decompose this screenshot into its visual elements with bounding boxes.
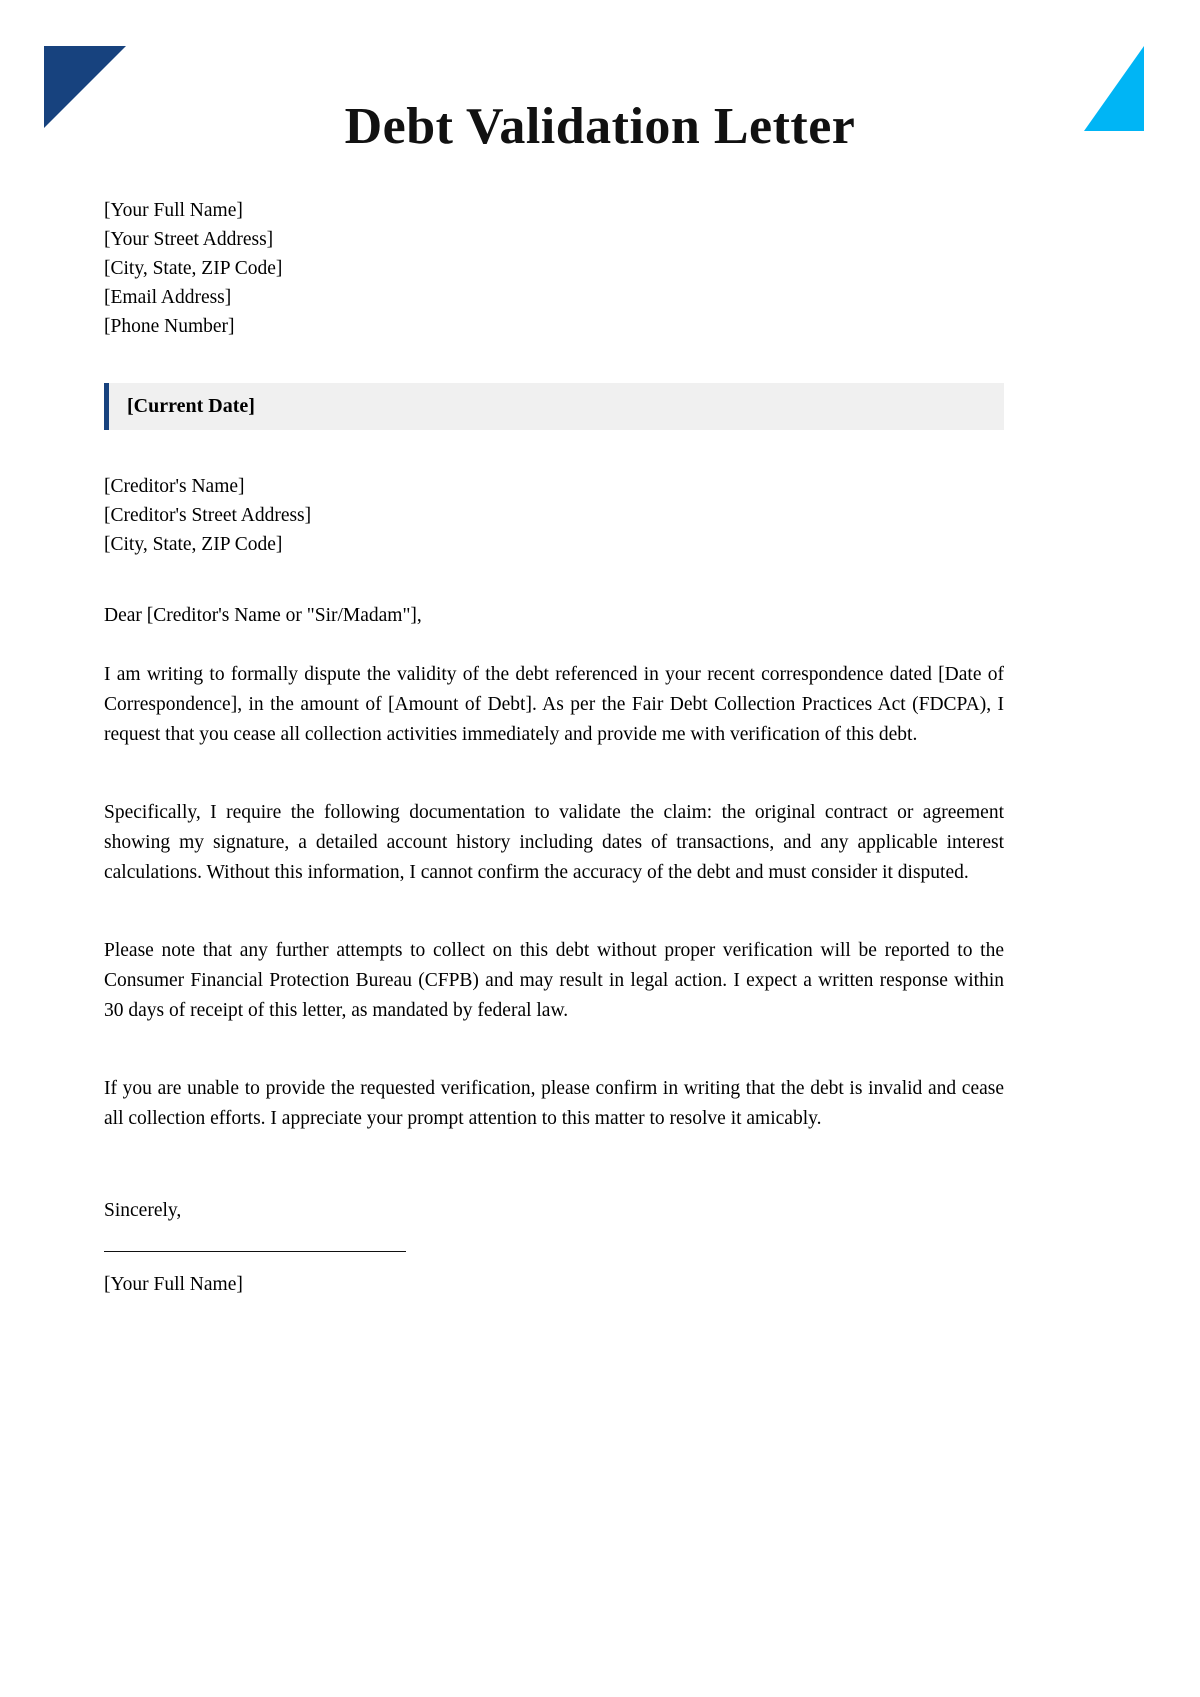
signature-line bbox=[104, 1251, 406, 1252]
recipient-address-line: [Creditor's Street Address] bbox=[104, 505, 312, 526]
sender-address-line: [City, State, ZIP Code] bbox=[104, 258, 283, 279]
current-date-label: [Current Date] bbox=[127, 395, 255, 417]
sender-address-block bbox=[104, 196, 1004, 341]
body-paragraph-1: I am writing to formally dispute the validity of the debt referenced in your recent correspondence dated [Date of Correspondence], in the amount of [Amount of Debt]. As per the Fair Debt Collection Practices Act (FDCPA), I request that you cease all collection activities immediately and provide me with verification of this debt. bbox=[104, 664, 1004, 745]
sender-address-line: [Your Full Name] bbox=[104, 200, 243, 221]
date-highlight-bar bbox=[104, 383, 1004, 430]
page-title: Debt Validation Letter bbox=[344, 98, 856, 155]
recipient-address-line: [Creditor's Name] bbox=[104, 476, 245, 497]
body-paragraph-4: If you are unable to provide the requested verification, please confirm in writing that the debt is invalid and cease all collection efforts. I appreciate your prompt attention to this matter to resolve it amicably. bbox=[104, 1078, 1004, 1129]
body-paragraph-2: Specifically, I require the following documentation to validate the claim: the original contract or agreement showing my signature, a detailed account history including dates of transactions, and any applicable interest calculations. Without this information, I cannot confirm the accuracy of the debt and must consider it disputed. bbox=[104, 802, 1004, 883]
recipient-address-block bbox=[104, 472, 1004, 559]
recipient-address-line: [City, State, ZIP Code] bbox=[104, 534, 283, 555]
sender-address-line: [Your Street Address] bbox=[104, 229, 274, 250]
sender-address-line: [Email Address] bbox=[104, 287, 232, 308]
body-paragraph-3: Please note that any further attempts to collect on this debt without proper verification will be reported to the Consumer Financial Protection Bureau (CFPB) and may result in legal action. I expect a written response within 30 days of receipt of this letter, as mandated by federal law. bbox=[104, 940, 1004, 1021]
sender-address-line: [Phone Number] bbox=[104, 316, 235, 337]
signature-name: [Your Full Name] bbox=[104, 1274, 243, 1295]
title-container bbox=[0, 98, 1200, 155]
letter-content bbox=[104, 196, 1004, 1299]
salutation: Dear [Creditor's Name or "Sir/Madam"], bbox=[104, 605, 422, 626]
closing-salutation: Sincerely, bbox=[104, 1200, 182, 1221]
